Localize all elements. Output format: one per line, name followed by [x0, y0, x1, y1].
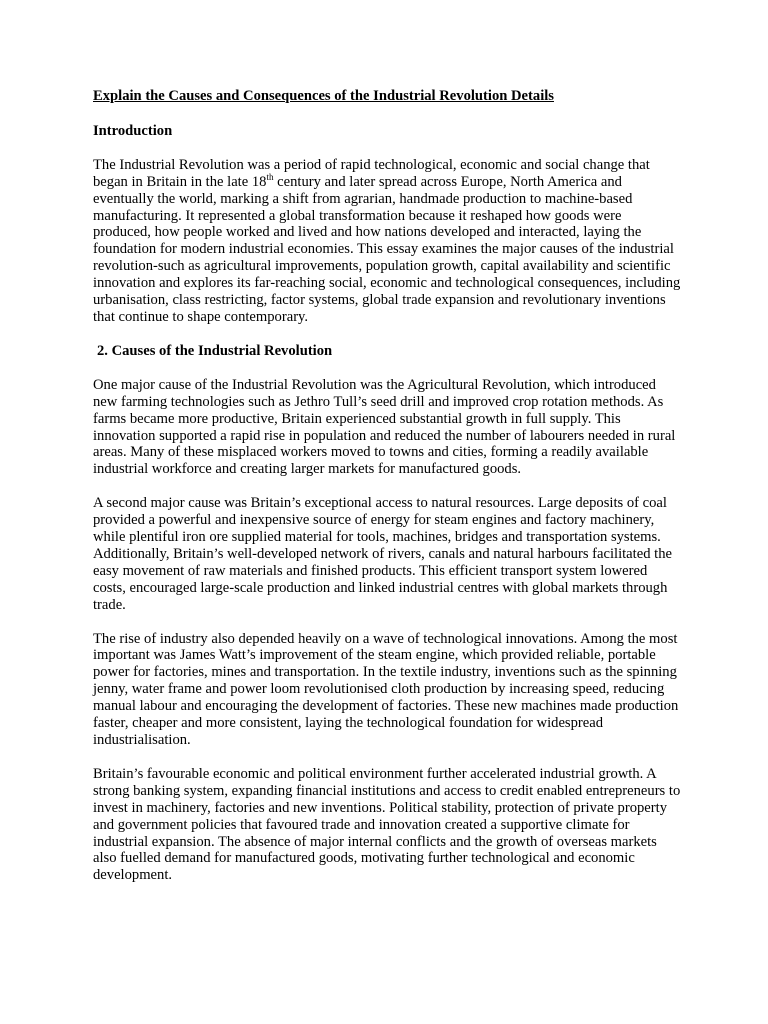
- causes-heading: 2. Causes of the Industrial Revolution: [97, 342, 333, 359]
- causes-paragraph-agricultural: One major cause of the Industrial Revolution was the Agricultural Revolution, which introduced new farming technologies such as Jethro Tull’s seed drill and improved crop rotation methods. As farms became more productive, Britain experienced substantial growth in full supply. This innovation supported a rapid rise in population and reduced the number of labourers needed in rural areas. Many of these misplaced workers moved to towns and cities, forming a readily available industrial workforce and creating larger markets for manufactured goods.: [93, 376, 676, 478]
- introduction-heading: Introduction: [93, 122, 173, 139]
- ordinal-superscript: th: [266, 171, 274, 182]
- causes-paragraph-resources: A second major cause was Britain’s exceptional access to natural resources. Large deposits of coal provided a powerful and inexpensive source of energy for steam engines and factory machinery, while plentiful iron ore supplied material for tools, machines, bridges and transportation systems. Additionally, Britain’s well-developed network of rivers, canals and natural harbours facilitated the easy movement of raw materials and finished products. This efficient transport system lowered costs, encouraged large-scale production and linked industrial centres with global markets through trade.: [93, 495, 672, 613]
- document-body: [93, 88, 683, 901]
- document-title: Explain the Causes and Consequences of the Industrial Revolution Details: [93, 88, 554, 104]
- causes-paragraph-economic: Britain’s favourable economic and political environment further accelerated industrial growth. A strong banking system, expanding financial institutions and access to credit enabled entrepreneurs to invest in machinery, factories and new inventions. Political stability, protection of private property and government policies that favoured trade and innovation created a supportive climate for industrial expansion. The absence of major internal conflicts and the growth of overseas markets also fuelled demand for manufactured goods, motivating further technological and economic development.: [93, 765, 681, 884]
- introduction-text-part2: century and later spread across Europe, North America and eventually the world, marking a shift from agrarian, handmade production to machine-based manufacturing. It represented a global transformation because it reshaped how goods were produced, how people worked and lived and how nations developed and interacted, laying the foundation for modern industrial economies. This essay examines the major causes of the industrial revolution-such as agricultural improvements, population growth, capital availability and scientific innovation and explores its far-reaching social, economic and technological consequences, including urbanisation, class restricting, factor systems, global trade expansion and revolutionary inventions that continue to shape contemporary.: [93, 173, 681, 325]
- introduction-text-part1: The Industrial Revolution was a period of rapid technological, economic and social change that began in Britain in the late 18: [93, 156, 650, 190]
- introduction-paragraph: [93, 157, 683, 326]
- causes-paragraph-technology: The rise of industry also depended heavily on a wave of technological innovations. Among the most important was James Watt’s improvement of the steam engine, which provided reliable, portable power for factories, mines and transportation. In the textile industry, inventions such as the spinning jenny, water frame and power loom revolutionised cloth production by increasing speed, reducing manual labour and encouraging the development of factories. These new machines made production faster, cheaper and more consistent, laying the technological foundation for widespread industrialisation.: [93, 630, 679, 748]
